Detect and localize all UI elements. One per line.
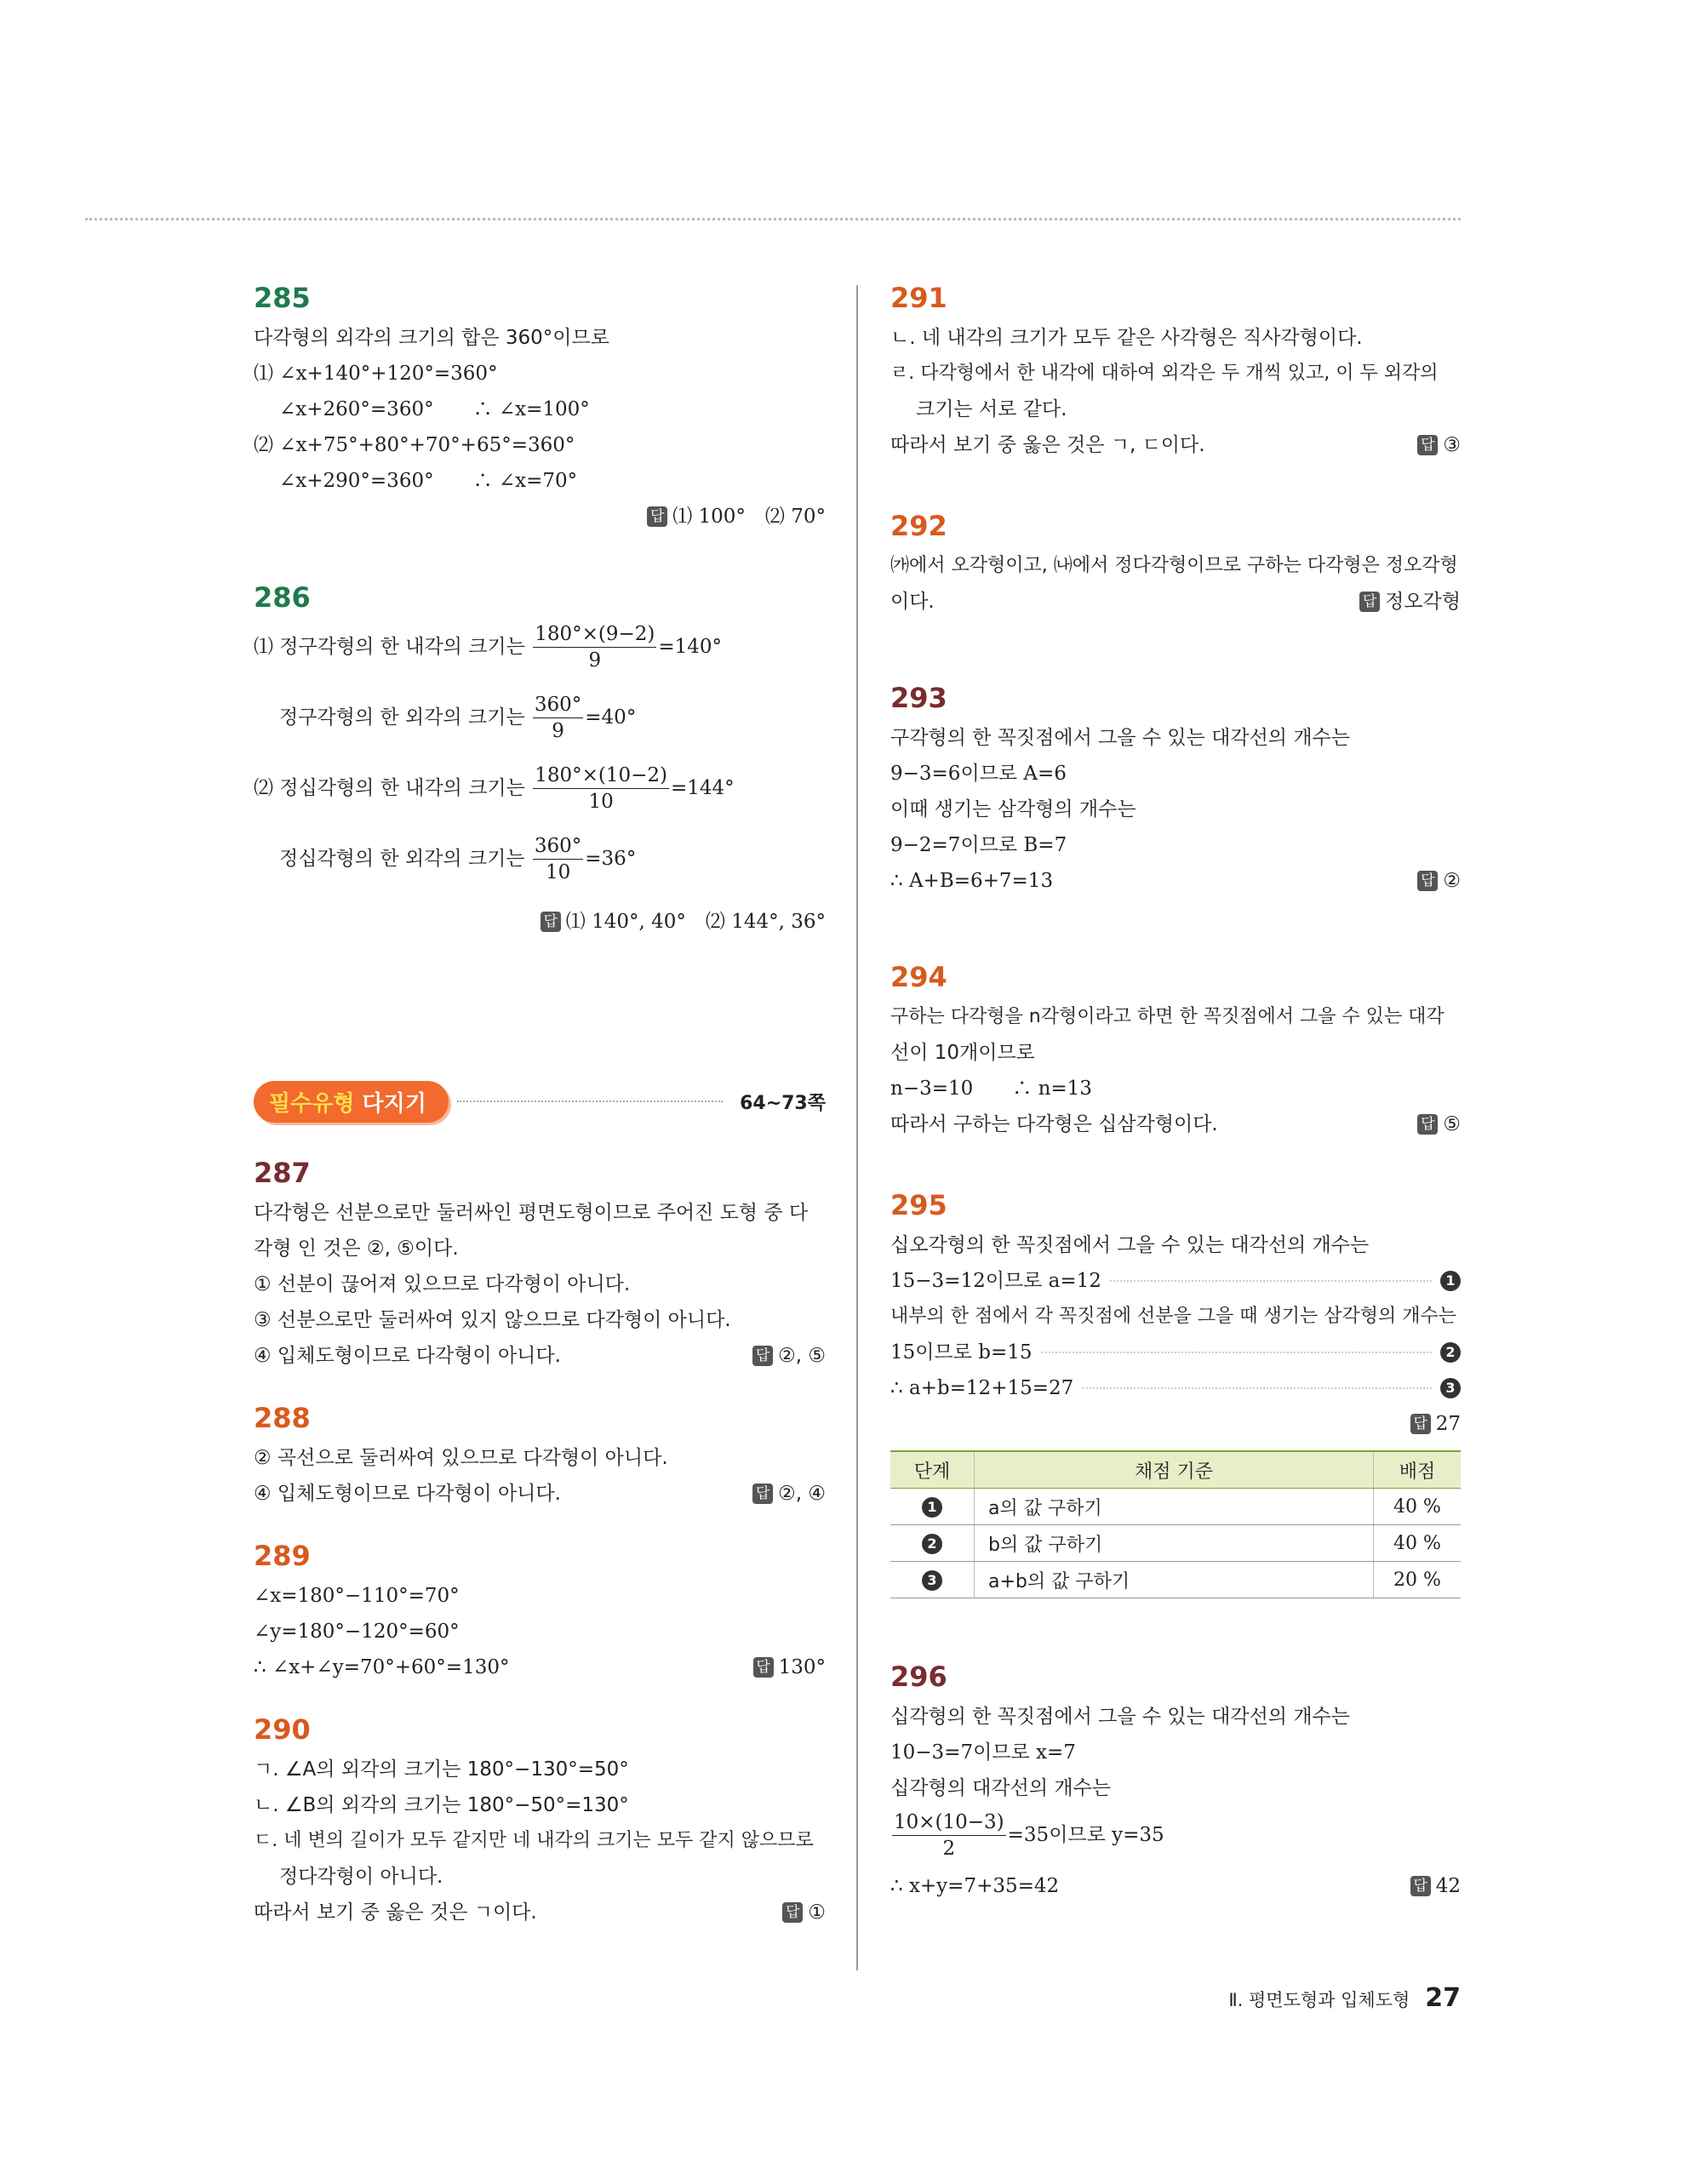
solution-line: ㄹ. 다각형에서 한 내각에 대하여 외각은 두 개씩 있고, 이 두 외각의 [890,363,1439,384]
answer-badge: 답 [1359,592,1380,612]
answer: 답 ⑴ 100° ⑵ 70° [254,499,826,535]
problem-295 [890,1188,1461,1598]
solution-line: ㄴ. 네 내각의 크기가 모두 같은 사각형은 직사각형이다. [890,327,1363,349]
problem-number: 286 [254,581,311,614]
scoring-table [890,1450,1461,1598]
step-marker: 1 [1440,1271,1461,1291]
problem-number: 288 [254,1402,311,1434]
fraction: $\frac{360^\circ}{10}$ [534,835,582,883]
answer-badge: 답 [753,1657,774,1678]
solution-line: 내부의 한 점에서 각 꼭짓점에 선분을 그을 때 생기는 삼각형의 개수는 [890,1306,1456,1327]
problem-286 [254,580,826,940]
solution-line: ㄷ. 네 변의 길이가 모두 같지만 네 내각의 크기는 모두 같지 않으므로 [254,1830,814,1851]
table-header: 단계 [890,1451,975,1489]
problem-296 [890,1660,1461,1904]
solution-line: 다각형의 외각의 크기의 합은 360°이므로 [254,327,609,349]
solution-line: 이때 생기는 삼각형의 개수는 [890,798,1136,820]
solution-line: ∴ x+y=7+35=42 답 42 [890,1868,1461,1904]
answer: 답 ⑤ [1417,1106,1461,1142]
section-tag: 필수유형 다지기 [254,1081,449,1123]
step-marker: 1 [922,1497,942,1518]
answer: 답 ②, ⑤ [752,1338,826,1374]
step-marker: 2 [1440,1342,1461,1363]
banner-dotted-rule [457,1101,723,1102]
solution-line: ∠x+290°=360° ∴ ∠x=70° [279,470,578,492]
solution-line: 따라서 구하는 다각형은 십삼각형이다. 답 ⑤ [890,1106,1461,1142]
page-range: 64~73쪽 [740,1092,826,1114]
solution-line: 구하는 다각형을 n각형이라고 하면 한 꼭짓점에서 그을 수 있는 대각 [890,1006,1445,1027]
solution-line: 십각형의 대각선의 개수는 [890,1777,1112,1799]
table-row: 1 a의 값 구하기 40 % [890,1489,1461,1525]
solution-line: ⑴ ∠x+140°+120°=360° [254,363,498,385]
solution-line: ∴ ∠x+∠y=70°+60°=130° 답 130° [254,1649,826,1685]
problem-287 [254,1156,826,1374]
fraction: $\frac{10\times(10-3)}{2}$ [894,1811,1004,1860]
solution-line: ② 곡선으로 둘러싸여 있으므로 다각형이 아니다. [254,1447,668,1469]
section-banner [254,1076,826,1127]
solution-line: 따라서 보기 중 옳은 것은 ㄱ, ㄷ이다. 답 ③ [890,427,1461,463]
solution-line: 정구각형의 한 외각의 크기는 $\frac{360^\circ}{9}$ =40° [279,694,637,742]
solution-line: ① 선분이 끊어져 있으므로 다각형이 아니다. [254,1273,631,1295]
problem-number: 285 [254,282,311,314]
problem-number: 293 [890,682,947,714]
answer: 답 ③ [1417,427,1461,463]
solution-line: 15이므로 b=15 2 [890,1335,1461,1370]
answer: 답 정오각형 [1359,584,1461,620]
solution-line: ∠x+260°=360° ∴ ∠x=100° [279,398,590,420]
fraction: $\frac{360^\circ}{9}$ [534,694,582,742]
table-row: 3 a+b의 값 구하기 20 % [890,1562,1461,1598]
right-column [890,281,1461,1904]
solution-line: 정다각형이 아니다. [279,1866,443,1888]
column-divider [856,285,858,1970]
answer: 답 ②, ④ [752,1476,826,1512]
solution-line: 선이 10개이므로 [890,1042,1035,1064]
answer-badge: 답 [1417,1114,1438,1135]
problem-292 [890,509,1461,620]
problem-number: 287 [254,1157,311,1189]
solution-line: ∴ A+B=6+7=13 답 ② [890,863,1461,899]
solution-line: 크기는 서로 같다. [916,398,1067,420]
table-row: 2 b의 값 구하기 40 % [890,1525,1461,1562]
problem-number: 291 [890,282,947,314]
problem-285 [254,281,826,535]
step-marker: 2 [922,1534,942,1554]
solution-line: 15−3=12이므로 a=12 1 [890,1263,1461,1299]
answer: 답 42 [1410,1868,1461,1904]
answer-badge: 답 [647,506,667,527]
table-header: 채점 기준 [975,1451,1374,1489]
page-number: 27 [1425,1983,1461,2013]
problem-291 [890,281,1461,463]
solution-line: ㄴ. ∠B의 외각의 크기는 180°−50°=130° [254,1794,629,1816]
solution-line: $\frac{10\times(10-3)}{2}$ =35이므로 y=35 [894,1811,1164,1860]
solution-line: 정십각형의 한 외각의 크기는 $\frac{360^\circ}{10}$ =36° [279,835,637,883]
solution-line: 이다. 답 정오각형 [890,584,1461,620]
problem-number: 296 [890,1661,947,1693]
answer-badge: 답 [1410,1414,1431,1434]
solution-line: ∠y=180°−120°=60° [254,1621,460,1643]
solution-line: ∠x=180°−110°=70° [254,1585,460,1607]
solution-line: 따라서 보기 중 옳은 것은 ㄱ이다. 답 ① [254,1895,826,1930]
solution-line: n−3=10 ∴ n=13 [890,1078,1092,1100]
solution-line: 구각형의 한 꼭짓점에서 그을 수 있는 대각선의 개수는 [890,727,1350,749]
solution-line: ∴ a+b=12+15=27 3 [890,1370,1461,1406]
solution-line: 10−3=7이므로 x=7 [890,1741,1076,1764]
problem-290 [254,1712,826,1930]
answer-badge: 답 [1410,1876,1431,1896]
solution-line: ③ 선분으로만 둘러싸여 있지 않으므로 다각형이 아니다. [254,1309,731,1331]
answer: 답 130° [753,1649,826,1685]
fraction: $\frac{180^\circ\times(9-2)}{9}$ [535,623,655,672]
left-column [254,281,826,1930]
page-footer [1228,1983,1461,2013]
solution-line: ⑵ ∠x+75°+80°+70°+65°=360° [254,434,575,456]
problem-289 [254,1539,826,1685]
step-marker: 3 [1440,1378,1461,1398]
problem-288 [254,1401,826,1512]
fraction: $\frac{180^\circ\times(10-2)}{10}$ [535,764,667,813]
top-dotted-rule [85,218,1461,220]
problem-number: 290 [254,1713,311,1746]
problem-293 [890,681,1461,899]
solution-line: ⑵ 정십각형의 한 내각의 크기는 $\frac{180^\circ\times(10-2)}{10}$ =144° [254,764,735,813]
answer: 답 ① [782,1895,826,1930]
problem-number: 294 [890,961,947,993]
solution-line: ㄱ. ∠A의 외각의 크기는 180°−130°=50° [254,1758,629,1781]
answer-badge: 답 [782,1902,803,1923]
answer-badge: 답 [1417,435,1438,455]
solution-line: ④ 입체도형이므로 다각형이 아니다. 답 ②, ④ [254,1476,826,1512]
table-header: 배점 [1374,1451,1462,1489]
answer: 답 ② [1417,863,1461,899]
solution-line: ⑴ 정구각형의 한 내각의 크기는 $\frac{180^\circ\times(9-2)}{9}$ =140° [254,623,723,672]
answer-badge: 답 [752,1484,773,1504]
solution-line: 9−2=7이므로 B=7 [890,834,1067,856]
step-marker: 3 [922,1570,942,1591]
solution-line: 다각형은 선분으로만 둘러싸인 평면도형이므로 주어진 도형 중 다각형 인 것은 ②, ⑤이다. [254,1202,809,1260]
solution-line: 9−3=6이므로 A=6 [890,763,1067,785]
answer-badge: 답 [541,912,561,932]
answer-badge: 답 [752,1346,773,1366]
answer: 답 ⑴ 140°, 40° ⑵ 144°, 36° [254,904,826,940]
problem-number: 295 [890,1189,947,1221]
solution-line: 십각형의 한 꼭짓점에서 그을 수 있는 대각선의 개수는 [890,1706,1350,1728]
solution-line: 십오각형의 한 꼭짓점에서 그을 수 있는 대각선의 개수는 [890,1234,1370,1256]
section-title: Ⅱ. 평면도형과 입체도형 [1228,1990,1410,2010]
problem-294 [890,960,1461,1142]
problem-number: 292 [890,510,947,542]
problem-number: 289 [254,1540,311,1572]
answer: 답 27 [890,1406,1461,1442]
solution-line: ㈎에서 오각형이고, ㈏에서 정다각형이므로 구하는 다각형은 정오각형 [890,555,1458,576]
answer-badge: 답 [1417,871,1438,891]
solution-line: ④ 입체도형이므로 다각형이 아니다. 답 ②, ⑤ [254,1338,826,1374]
